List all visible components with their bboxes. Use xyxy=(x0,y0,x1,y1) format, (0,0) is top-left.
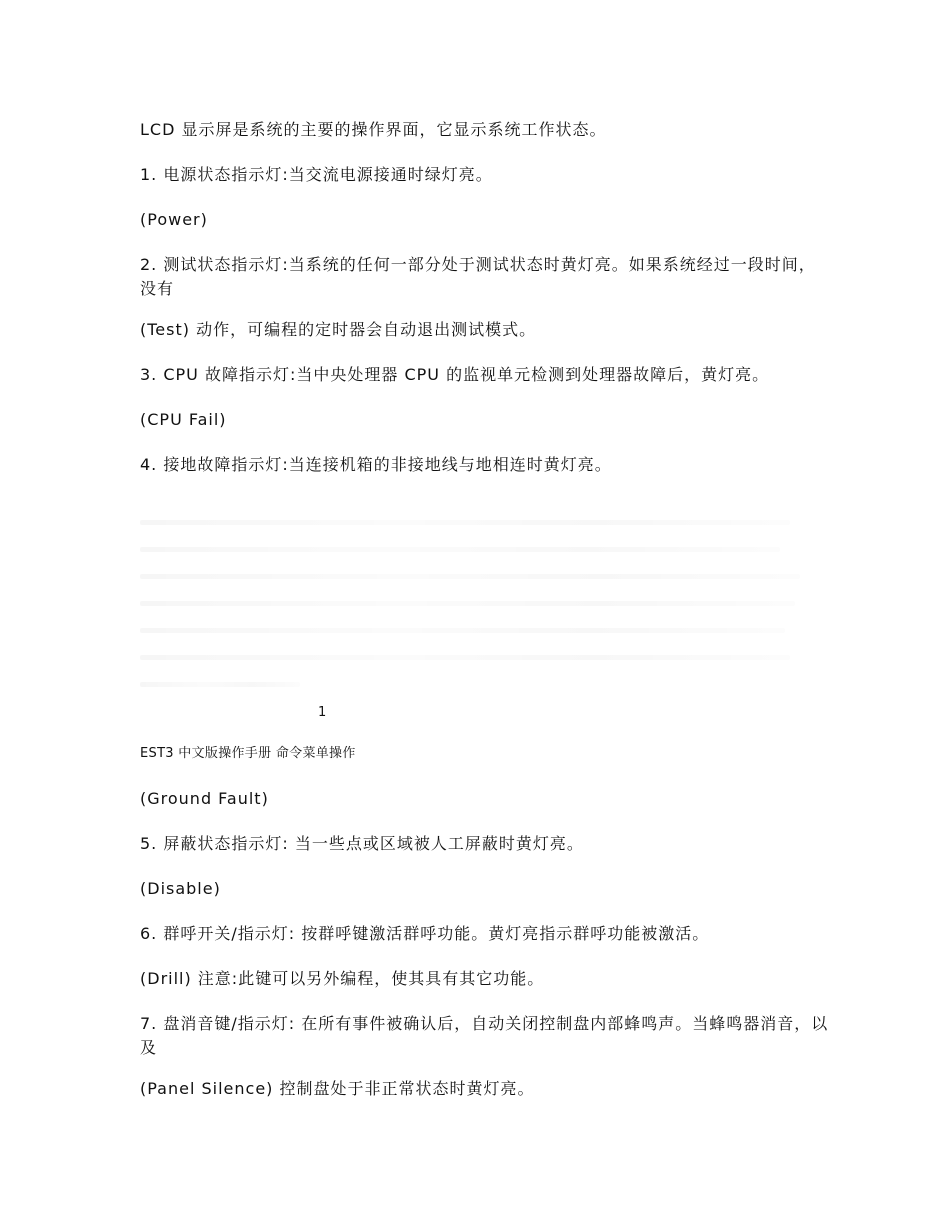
faded-text-area xyxy=(140,520,805,700)
paragraph-test-indicator: 2. 测试状态指示灯:当系统的任何一部分处于测试状态时黄灯亮。如果系统经过一段时间，没有 xyxy=(140,255,816,298)
paragraph-power-label: (Power) xyxy=(140,210,208,229)
paragraph-ground-indicator: 4. 接地故障指示灯:当连接机箱的非接地线与地相连时黄灯亮。 xyxy=(140,455,612,474)
paragraph-silence-indicator: 7. 盘消音键/指示灯: 在所有事件被确认后，自动关闭控制盘内部蜂鸣声。当蜂鸣器消音，以及 xyxy=(140,1014,829,1057)
page-number: 1 xyxy=(318,705,327,720)
section-indicators-part1 xyxy=(140,118,830,498)
paragraph-cpu-label: (CPU Fail) xyxy=(140,410,227,429)
paragraph-ground-label: (Ground Fault) xyxy=(140,789,269,808)
paragraph-cpu-indicator: 3. CPU 故障指示灯:当中央处理器 CPU 的监视单元检测到处理器故障后，黄灯亮。 xyxy=(140,365,770,384)
paragraph-silence-label: (Panel Silence) 控制盘处于非正常状态时黄灯亮。 xyxy=(140,1079,535,1098)
paragraph-drill-indicator: 6. 群呼开关/指示灯: 按群呼键激活群呼功能。黄灯亮指示群呼功能被激活。 xyxy=(140,924,710,943)
paragraph-disable-indicator: 5. 屏蔽状态指示灯: 当一些点或区域被人工屏蔽时黄灯亮。 xyxy=(140,834,584,853)
section-indicators-part2 xyxy=(140,787,830,1122)
paragraph-disable-label: (Disable) xyxy=(140,879,221,898)
paragraph-power-indicator: 1. 电源状态指示灯:当交流电源接通时绿灯亮。 xyxy=(140,165,493,184)
paragraph-drill-label: (Drill) 注意:此键可以另外编程，使其具有其它功能。 xyxy=(140,969,545,988)
running-header: EST3 中文版操作手册 命令菜单操作 xyxy=(140,746,356,761)
paragraph-lcd-intro: LCD 显示屏是系统的主要的操作界面，它显示系统工作状态。 xyxy=(140,120,607,139)
paragraph-test-label: (Test) 动作，可编程的定时器会自动退出测试模式。 xyxy=(140,320,537,339)
